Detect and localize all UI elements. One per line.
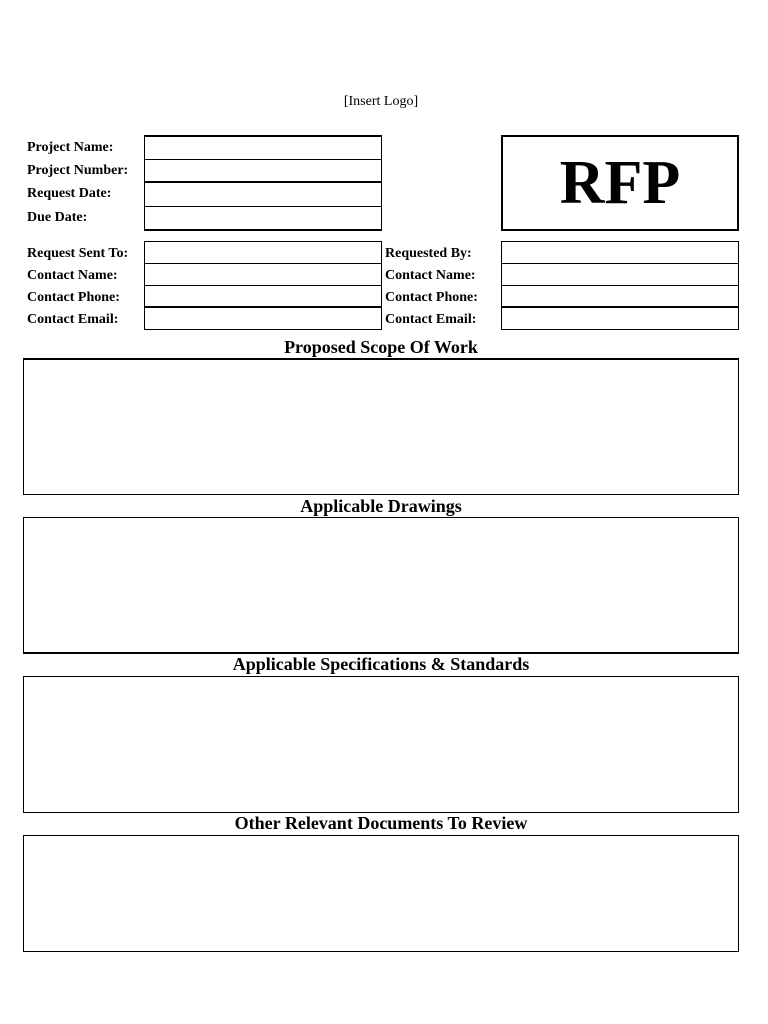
project-name-field[interactable] [144,135,382,160]
project-name-label: Project Name: [27,140,114,155]
specifications-title: Applicable Specifications & Standards [232,654,530,674]
left-contact-phone-label: Contact Phone: [27,290,120,305]
applicable-drawings-title: Applicable Drawings [300,496,462,516]
right-contact-name-label: Contact Name: [385,268,476,283]
applicable-drawings-box[interactable] [23,517,739,654]
left-contact-name-label: Contact Name: [27,268,118,283]
other-documents-box[interactable] [23,835,739,952]
right-contact-email-label: Contact Email: [385,312,477,327]
rfp-title: RFP [559,149,681,217]
specifications-box[interactable] [23,676,739,813]
request-sent-to-label: Request Sent To: [27,246,129,261]
left-contact-name-field[interactable] [144,263,382,286]
request-date-label: Request Date: [27,186,112,201]
right-contact-email-field[interactable] [501,307,739,330]
logo-placeholder: [Insert Logo] [343,94,419,109]
rfp-title-box [501,135,739,231]
right-contact-phone-field[interactable] [501,285,739,308]
due-date-field[interactable] [144,206,382,231]
left-contact-email-label: Contact Email: [27,312,119,327]
due-date-label: Due Date: [27,210,88,225]
request-date-field[interactable] [144,182,382,207]
requested-by-field[interactable] [501,241,739,264]
request-sent-to-field[interactable] [144,241,382,264]
right-contact-name-field[interactable] [501,263,739,286]
right-contact-phone-label: Contact Phone: [385,290,478,305]
project-number-label: Project Number: [27,163,129,178]
left-contact-phone-field[interactable] [144,285,382,308]
scope-of-work-title: Proposed Scope Of Work [284,337,478,357]
other-documents-title: Other Relevant Documents To Review [234,813,528,833]
requested-by-label: Requested By: [385,246,472,261]
scope-of-work-box[interactable] [23,358,739,495]
project-number-field[interactable] [144,159,382,183]
left-contact-email-field[interactable] [144,307,382,330]
